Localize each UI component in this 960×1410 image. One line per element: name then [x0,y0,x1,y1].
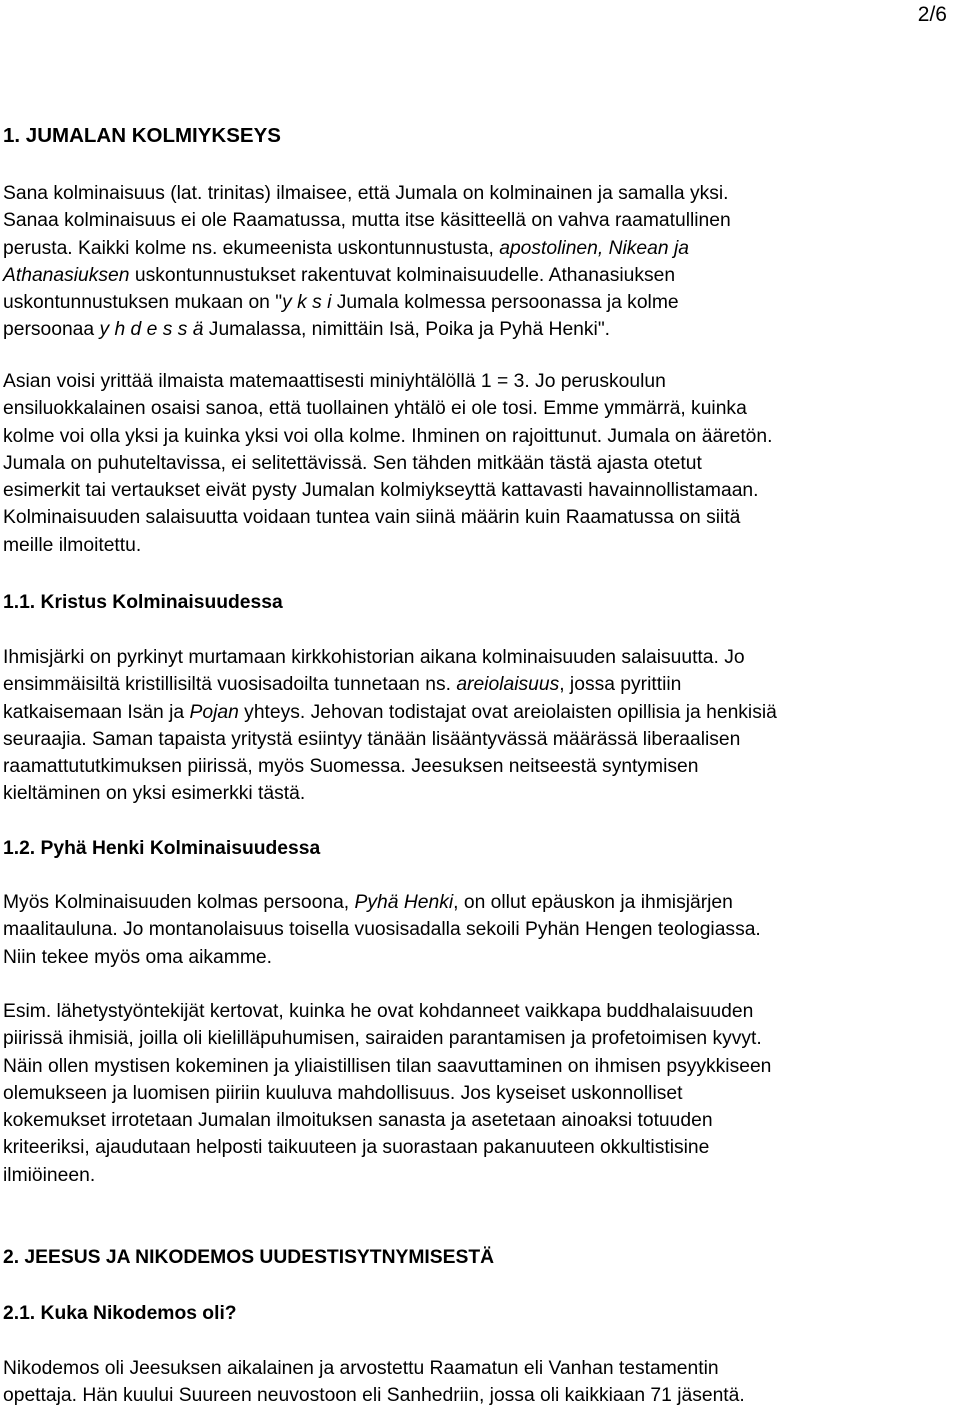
text-segment: persoonaa [3,319,100,341]
text-segment: raamattututkimuksen piirissä, myös Suomessa. Jeesuksen neitseestä syntymisen [3,756,699,778]
text-line [3,477,958,504]
text-line [3,998,958,1025]
text-line [3,889,958,916]
text-line [3,1382,958,1409]
paragraph-equation [3,368,958,559]
italic-text: y k s i [282,292,332,314]
text-segment: uskontunnustuksen mukaan on " [3,292,283,314]
italic-text: Athanasiuksen [3,264,130,286]
text-segment: Jumalassa, nimittäin Isä, Poika ja Pyhä Henki". [203,319,611,341]
paragraph-christ [3,644,958,808]
text-segment: Jumala kolmessa persoonassa ja kolme [331,292,679,314]
text-segment: , jossa pyrittiin [559,674,682,696]
text-segment: Myös Kolminaisuuden kolmas persoona, [3,892,355,913]
text-line [3,207,958,234]
italic-text: areiolaisuus [456,674,560,696]
text-line [3,644,958,671]
text-segment: maalitauluna. Jo montanolaisuus toisella vuosisadalla sekoili Pyhän Hengen teologiassa. [3,919,761,941]
paragraph-trinity-definition [3,180,958,344]
text-segment: Kolminaisuuden salaisuutta voidaan tuntea vain siinä määrin kuin Raamatussa on siitä [3,507,741,529]
page-number: 2/6 [917,3,947,26]
text-segment: ensimmäisiltä kristillisiltä vuosisadoilta tunnetaan ns. [3,674,457,696]
italic-text: Pojan [189,701,239,723]
text-segment: meille ilmoitettu. [3,534,142,556]
text-segment: Näin ollen mystisen kokeminen ja yliaistillisen tilan saavuttaminen on ihmisen psyykkiseen [3,1055,772,1077]
text-segment: ilmiöineen. [3,1164,96,1186]
text-line [3,235,958,262]
text-segment: Ihmisjärki on pyrkinyt murtamaan kirkkohistorian aikana kolminaisuuden salaisuutta. Jo [3,647,745,668]
text-segment: , on ollut epäuskon ja ihmisjärjen [453,892,733,913]
text-line [3,1025,958,1052]
text-line [3,1134,958,1161]
paragraph-holy-spirit [3,889,958,971]
text-line [3,532,958,559]
text-segment: Jumala on puhuteltavissa, ei selitettävissä. Sen tähden mitkään tästä ajasta otetut [3,452,702,474]
text-line [3,1107,958,1134]
text-line [3,368,958,395]
text-line [3,671,958,698]
text-line [3,1053,958,1080]
text-segment: perusta. Kaikki kolme ns. ekumeenista uskontunnustusta, [3,237,500,259]
subsection-heading-2-1: 2.1. Kuka Nikodemos oli? [3,1303,237,1324]
text-segment: uskontunnustukset rakentuvat kolminaisuudelle. Athanasiuksen [129,264,676,286]
text-line [3,944,958,971]
text-line [3,780,958,807]
section-heading-1: 1. JUMALAN KOLMIYKSEYS [3,124,281,147]
text-segment: esimerkit tai vertaukset eivät pysty Jumalan kolmiykseyttä kattavasti havainnollistamaan. [3,480,759,502]
italic-text: y h d e s s ä [99,319,204,341]
text-line [3,450,958,477]
text-segment: kolme voi olla yksi ja kuinka yksi voi olla kolme. Ihminen on rajoittunut. Jumala on ääretön. [3,425,773,447]
text-line [3,753,958,780]
text-segment: Asian voisi yrittää ilmaista matemaattisesti miniyhtälöllä 1 = 3. Jo peruskoulun [3,371,666,392]
text-line [3,1355,958,1382]
text-segment: kriteeriksi, ajaudutaan helposti taikuuteen ja suorastaan pakanuuteen okkultistisine [3,1137,710,1159]
section-heading-2: 2. JEESUS JA NIKODEMOS UUDESTISYTNYMISESTÄ [3,1247,495,1268]
text-segment: opettaja. Hän kuului Suureen neuvostoon eli Sanhedriin, jossa oli kaikkiaan 71 jäsentä. [3,1385,745,1407]
subsection-heading-1-1: 1.1. Kristus Kolminaisuudessa [3,592,283,613]
subsection-heading-1-2: 1.2. Pyhä Henki Kolminaisuudessa [3,838,321,859]
text-segment: katkaisemaan Isän ja [3,701,190,723]
text-line [3,395,958,422]
text-segment: Sanaa kolminaisuus ei ole Raamatussa, mutta itse käsitteellä on vahva raamatullinen [3,210,731,232]
text-line [3,726,958,753]
italic-text: Pyhä Henki [354,892,454,913]
text-segment: Nikodemos oli Jeesuksen aikalainen ja arvostettu Raamatun eli Vanhan testamentin [3,1358,719,1379]
text-line [3,916,958,943]
text-line [3,699,958,726]
text-segment: olemukseen ja luomisen piiriin kuuluva mahdollisuus. Jos kyseiset uskonnolliset [3,1082,683,1104]
text-line [3,180,958,207]
text-segment: ensiluokkalainen osaisi sanoa, että tuollainen yhtälö ei ole tosi. Emme ymmärrä, kuinka [3,398,747,420]
paragraph-missionaries [3,998,958,1189]
text-segment: seuraajia. Saman tapaista yritystä esiintyy tänään lisääntyvässä määrässä liberaalisen [3,728,741,750]
text-segment: Niin tekee myös oma aikamme. [3,946,272,968]
text-line [3,1162,958,1189]
text-line [3,316,958,343]
text-line [3,1080,958,1107]
text-segment: Sana kolminaisuus (lat. trinitas) ilmaisee, että Jumala on kolminainen ja samalla yksi. [3,183,729,204]
text-line [3,504,958,531]
text-segment: kieltäminen on yksi esimerkki tästä. [3,783,306,805]
text-line [3,262,958,289]
text-segment: kokemukset irrotetaan Jumalan ilmoituksen sanasta ja asetetaan ainoaksi totuuden [3,1110,713,1132]
text-segment: yhteys. Jehovan todistajat ovat areiolaisten opillisia ja henkisiä [238,701,777,723]
paragraph-nicodemus [3,1355,958,1410]
text-segment: piirissä ihmisiä, joilla oli kielilläpuhumisen, sairaiden parantamisen ja profetoimisen kyvyt. [3,1028,762,1050]
text-segment: Esim. lähetystyöntekijät kertovat, kuinka he ovat kohdanneet vaikkapa buddhalaisuuden [3,1001,754,1022]
text-line [3,289,958,316]
text-line [3,423,958,450]
italic-text: apostolinen, Nikean ja [499,237,689,259]
